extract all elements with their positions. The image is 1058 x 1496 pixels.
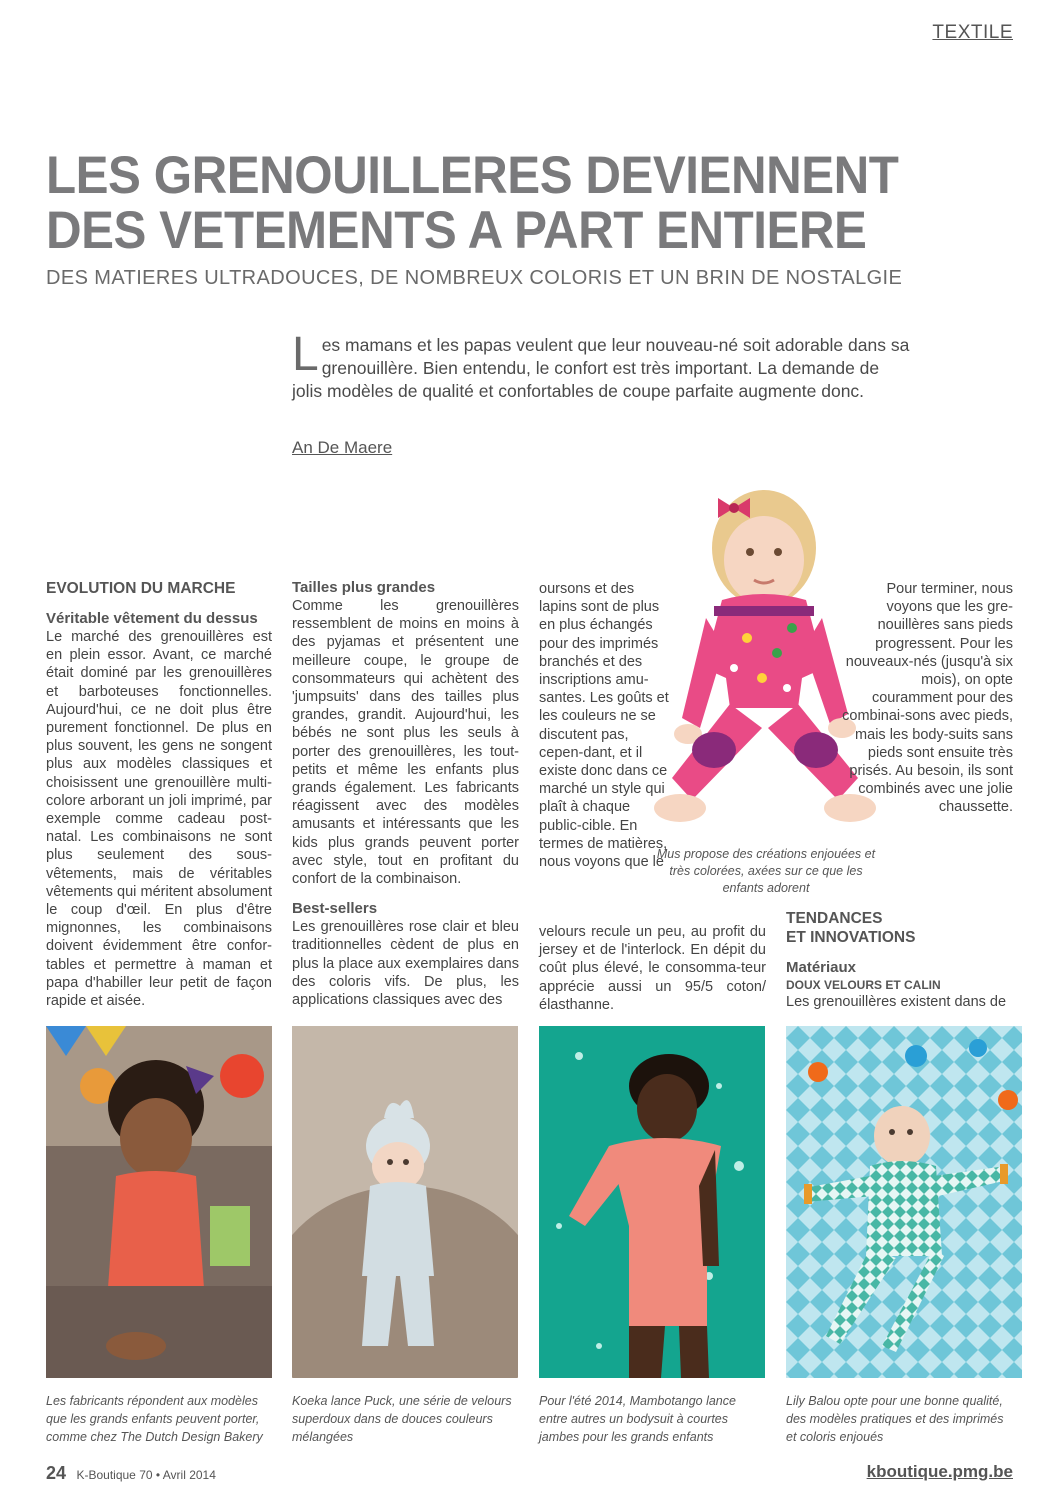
page-number: 24 <box>46 1463 67 1483</box>
caption-1: Les fabricants répondent aux modèles que les grands enfants peuvent porter, comme chez The Dutch Design Bakery <box>46 1394 263 1444</box>
col1-body: Le marché des grenouillères est en plein essor. Avant, ce marché était dominé par les grenouillères et barboteuses fonctionnelles. Aujourd'hui, ce ne doit plus être purement fonctionnel. De plus en plus souvent, les gens ne songent plus aux modèles classiques et choisissent une grenouillère multi-colore arborant un joli imprimé, par exemple comme cadeau post-natal. Les combinaisons ne sont plus seulement des sous-vêtements, mais de véritables vêtements qui méritent absolument le coup d'œil. En plus d'être mignonnes, les combinaisons doivent évidemment être confor-tables et permettre à maman et papa d'habiller leur petit de façon rapide et aisée. <box>46 629 272 1010</box>
col3-text-top: oursons et des lapins sont de plus en plus échangés pour des imprimés branchés et des inscriptions amu-santes. Les goûts et les couleurs ne se discutent pas, cepen-dant, et il existe donc dans ce marché un style qui plaît à chaque public-cible. En termes de matières, nous voyons que le <box>539 581 669 871</box>
col2-body-2: Les grenouillères rose clair et bleu traditionnelles cèdent de plus en plus la place aux exemplaires dans des coloris vifs. De plus, les applications classiques avec des <box>292 919 519 1009</box>
website-link[interactable]: kboutique.pmg.be <box>866 1462 1013 1481</box>
headline-line-2: DES VETEMENTS A PART ENTIERE <box>46 201 867 260</box>
publication-info: K-Boutique 70 • Avril 2014 <box>76 1468 216 1482</box>
hero-photo-caption: Mus propose des créations enjouées et très colorées, axées sur ce que les enfants adorent <box>656 847 876 895</box>
col4-heading-line-1: TENDANCES <box>786 910 883 927</box>
col4-small-caps: DOUX VELOURS ET CALIN <box>786 978 941 992</box>
intro-text: es mamans et les papas veulent que leur nouveau-né soit adorable dans sa grenouillère. Bien entendu, le confort est très important. La demande de jolis modèles de qualité et confortables de coupe parfaite augmente donc. <box>292 335 910 401</box>
page-subtitle: DES MATIERES ULTRADOUCES, DE NOMBREUX COLORIS ET UN BRIN DE NOSTALGIE <box>46 267 903 289</box>
caption-2: Koeka lance Puck, une série de velours superdoux dans de douces couleurs mélangées <box>292 1394 512 1444</box>
col2-heading-2: Best-sellers <box>292 900 378 918</box>
col1-heading: EVOLUTION DU MARCHE <box>46 580 236 597</box>
author-link[interactable]: An De Maere <box>292 438 393 457</box>
caption-3: Pour l'été 2014, Mambotango lance entre autres un bodysuit à courtes jambes pour les grands enfants <box>539 1394 736 1444</box>
page-headline <box>46 148 939 258</box>
photo-koeka <box>292 1026 518 1378</box>
col4-body: Les grenouillères existent dans de <box>786 994 1007 1010</box>
col4-section <box>786 909 1013 1011</box>
headline-line-1: LES GRENOUILLERES DEVIENNENT <box>46 146 899 205</box>
article-column-2 <box>292 579 519 1009</box>
col4-heading-line-2: ET INNOVATIONS <box>786 929 916 946</box>
col2-body-1: Comme les grenouillères ressemblent de moins en moins à des pyjamas et présentent une meilleure coupe, le groupe de consommateurs qui achètent des 'jumpsuits' dans des tailles plus grandes, grandit. Aujourd'hui, les bébés ne sont plus les seuls à porter des grenouillères, les tout-petits et même les enfants plus grands également. Les fabricants réagissent avec des modèles amusants et intéressants que les kids plus grands peuvent porter avec style, tout en profitant du confort de la combinaison. <box>292 598 519 888</box>
photo-lily-balou <box>786 1026 1022 1378</box>
caption-4: Lily Balou opte pour une bonne qualité, des modèles pratiques et des imprimés et coloris enjoués <box>786 1394 1004 1444</box>
col2-heading-1: Tailles plus grandes <box>292 579 436 596</box>
col4-subheading: Matériaux <box>786 959 857 976</box>
photo-dutch-design-bakery <box>46 1026 272 1378</box>
section-tag[interactable]: TEXTILE <box>932 22 1013 43</box>
col1-subheading: Véritable vêtement du dessus <box>46 610 258 627</box>
col3-text-bottom: velours recule un peu, au profit du jersey et de l'interlock. En dépit du coût plus élevé, le consomma-teur apprécie aussi un 95/5 coton/élasthanne. <box>539 924 766 1013</box>
article-column-1 <box>46 579 272 1010</box>
intro-paragraph <box>292 328 912 403</box>
intro-dropcap: L <box>292 328 319 381</box>
footer-folio <box>46 1463 216 1484</box>
photo-mambotango <box>539 1026 765 1378</box>
col4-text-top: Pour terminer, nous voyons que les gre-nouillères sans pieds progressent. Pour les nouveaux-nés (jusqu'à six mois), on opte couramment pour des combinai-sons avec pieds, mais les body-suits sans pieds sont ensuite très prisés. Au besoin, ils sont combinés avec une jolie chaussette. <box>842 581 1013 816</box>
